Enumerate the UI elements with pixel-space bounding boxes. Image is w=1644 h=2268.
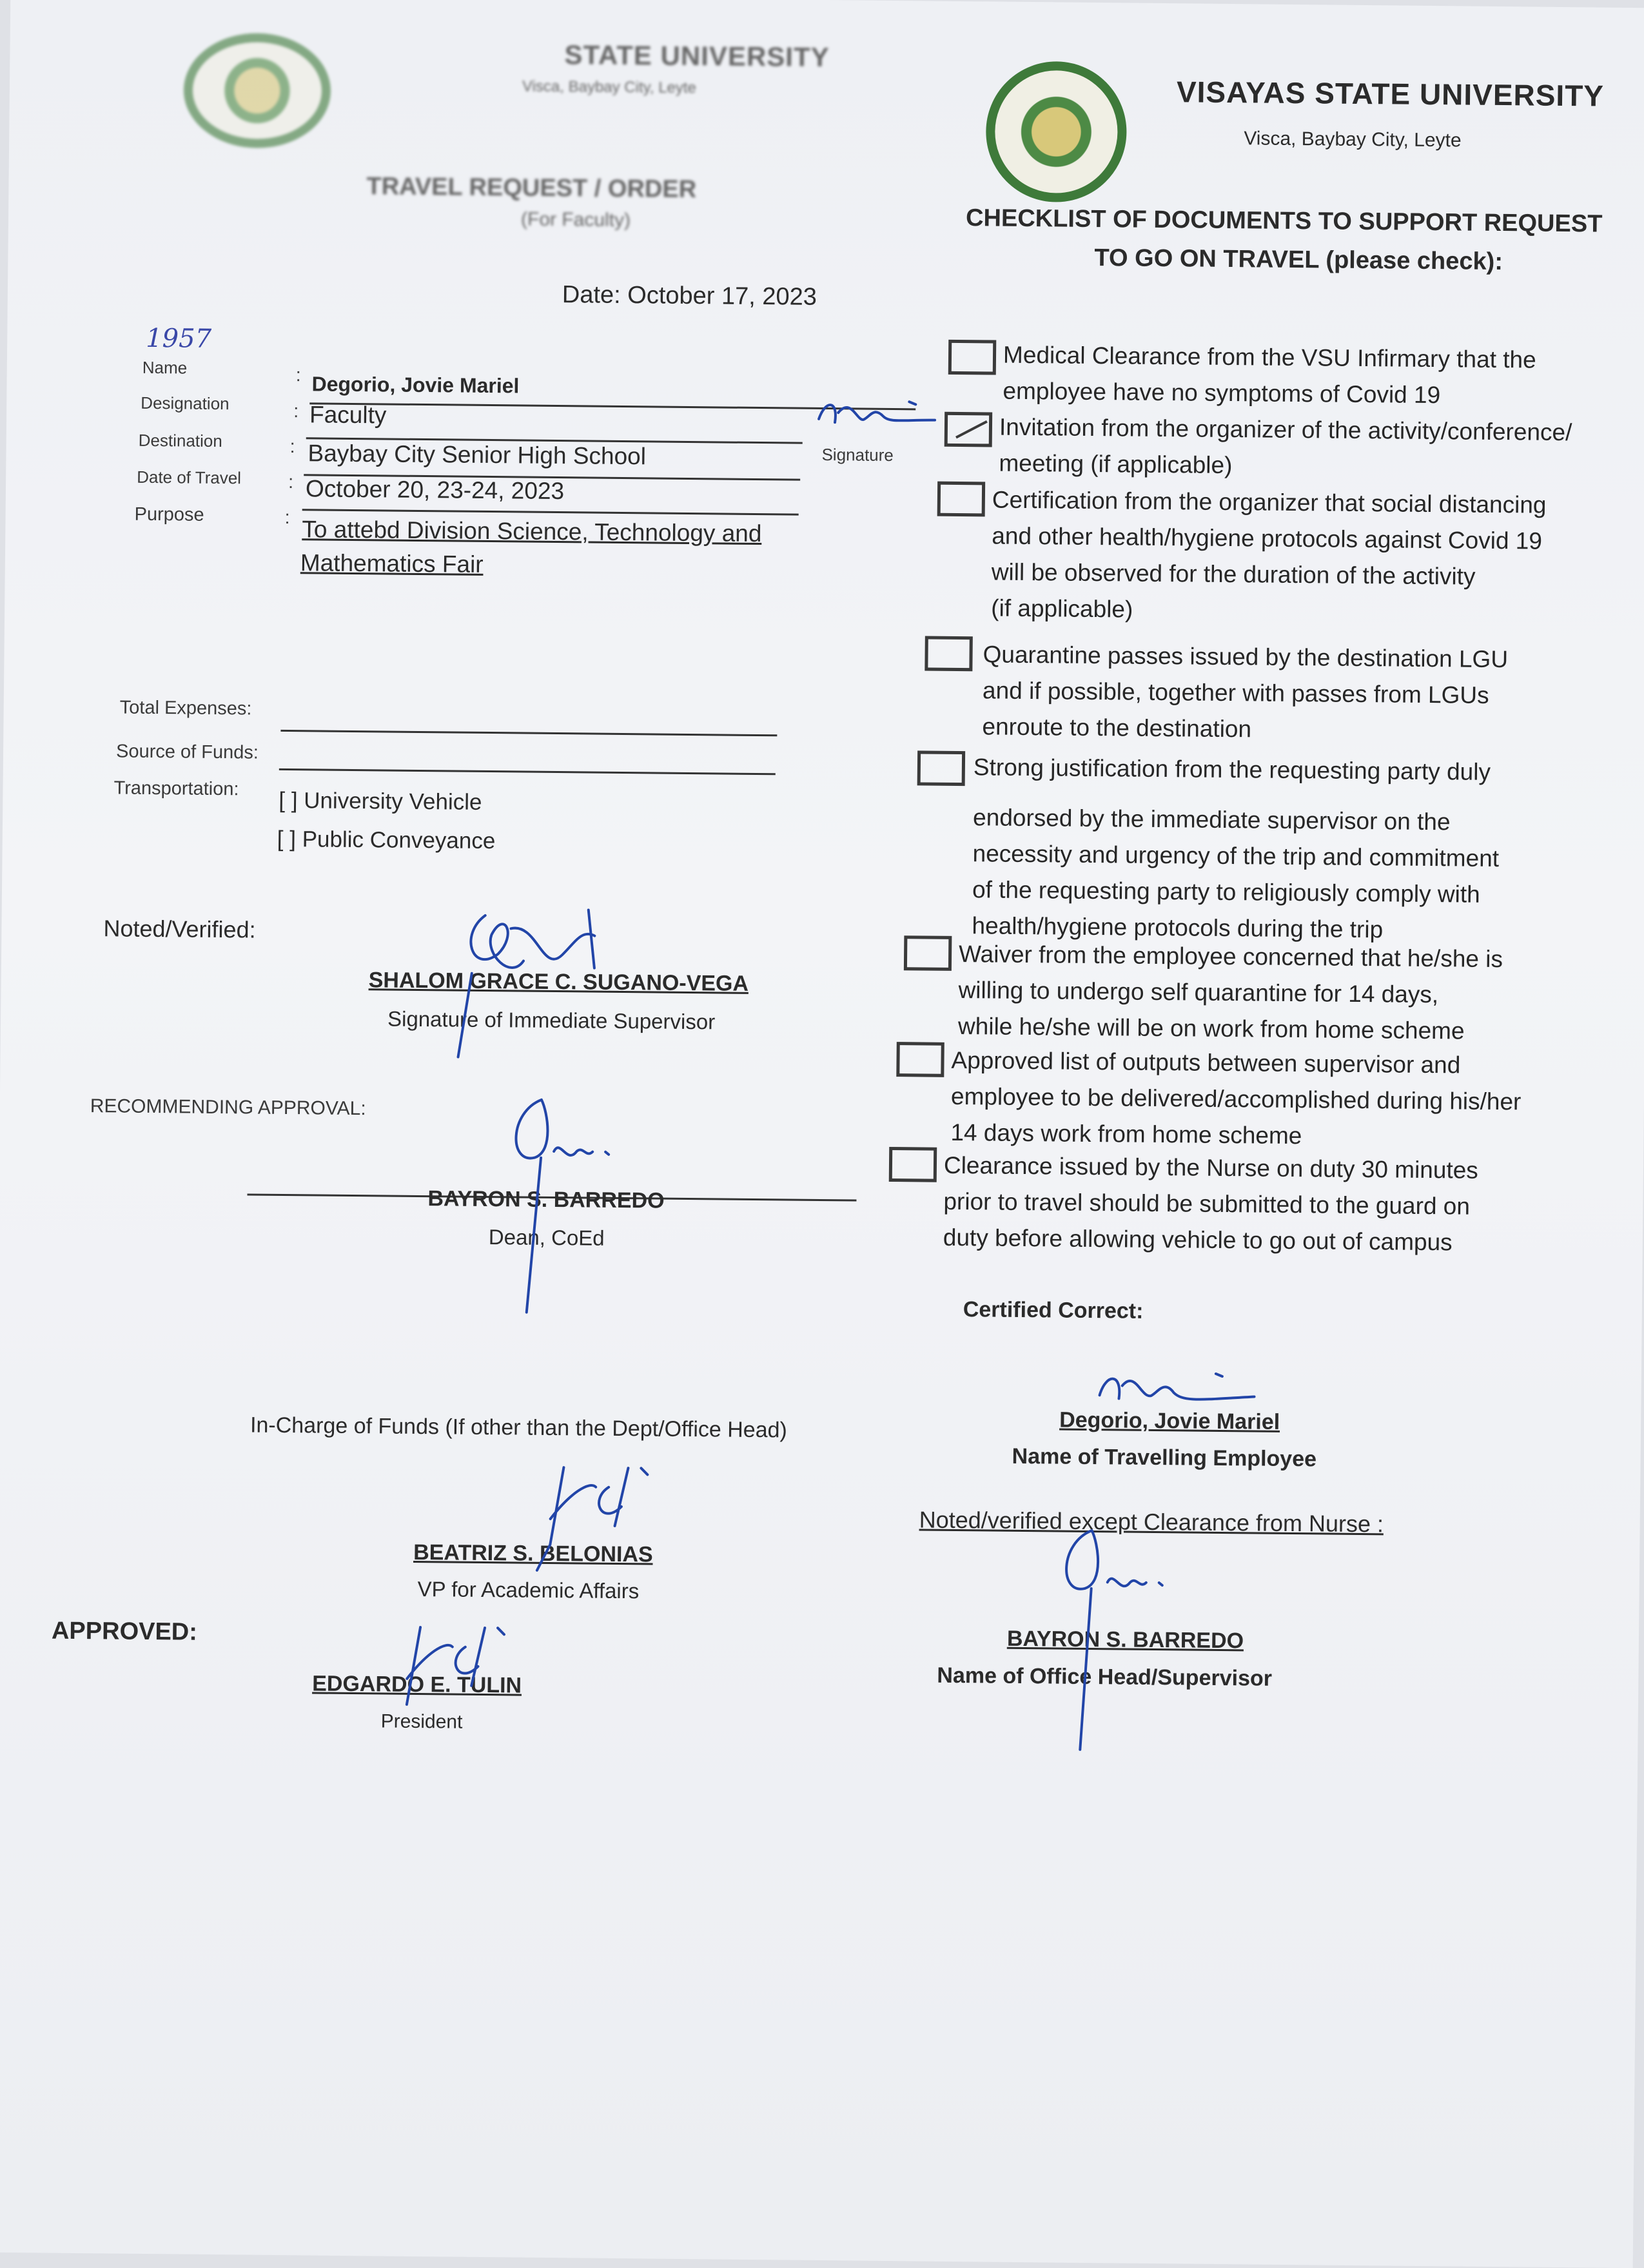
in-charge-label: In-Charge of Funds (If other than the Dept/Office Head) <box>250 1413 788 1443</box>
total-expenses-label: Total Expenses: <box>119 697 252 719</box>
president-title: President <box>380 1710 463 1733</box>
checklist-checkbox-1[interactable] <box>948 340 997 375</box>
university-seal-right <box>985 61 1127 202</box>
source-of-funds-line <box>279 768 776 775</box>
checklist-checkbox-8[interactable] <box>889 1147 937 1182</box>
certified-correct-label: Certified Correct: <box>963 1297 1144 1324</box>
checklist-item-8: Clearance issued by the Nurse on duty 30 minutes prior to travel should be submitted to the guard on duty before allowing vehicle to go out of campus <box>943 1151 1478 1256</box>
transport-university-vehicle: [ ] University Vehicle <box>279 787 482 815</box>
employee-signature-top <box>812 393 942 440</box>
checklist-item-4: Quarantine passes issued by the destination LGU and if possible, together with passes from LGUs enroute to the destination <box>982 641 1509 743</box>
date-of-travel-label: Date of Travel <box>137 467 242 488</box>
checklist-item-6: Waiver from the employee concerned that he/she is willing to undergo self quarantine for 14 days, while he/she will be on work from home scheme <box>957 941 1503 1044</box>
checklist-item-5: Strong justification from the requesting party duly endorsed by the immediate supervisor on the necessity and urgency of the trip and commitment of the requesting party to religiously comply with health/hygiene protocols during the trip <box>972 754 1500 943</box>
purpose-colon: : <box>284 507 290 529</box>
office-head-title: Name of Office Head/Supervisor <box>937 1663 1273 1691</box>
name-value: Degorio, Jovie Mariel <box>311 372 520 398</box>
source-of-funds-label: Source of Funds: <box>115 741 259 763</box>
left-address: Visca, Baybay City, Leyte <box>522 77 697 97</box>
form-subtitle: (For Faculty) <box>520 208 631 231</box>
office-head-signature <box>1051 1517 1182 1757</box>
checklist-checkbox-7[interactable] <box>896 1042 944 1077</box>
approved-label: APPROVED: <box>51 1617 198 1646</box>
transportation-label: Transportation: <box>113 777 239 800</box>
name-colon: : <box>295 365 301 386</box>
checklist-title-line-2: TO GO ON TRAVEL (please check): <box>1094 244 1503 276</box>
date-of-travel-colon: : <box>288 472 294 493</box>
employee-name: Degorio, Jovie Mariel <box>1059 1407 1280 1434</box>
designation-colon: : <box>293 401 299 422</box>
employee-title: Name of Travelling Employee <box>1012 1443 1317 1472</box>
destination-value: Baybay City Senior High School <box>308 440 647 470</box>
employee-signature-bottom <box>1093 1366 1261 1419</box>
transport-public-conveyance: [ ] Public Conveyance <box>277 826 496 854</box>
recommending-approval-label: RECOMMENDING APPROVAL: <box>90 1095 366 1120</box>
destination-colon: : <box>289 436 295 458</box>
designation-value: Faculty <box>309 401 387 429</box>
destination-label: Destination <box>138 430 222 451</box>
president-signature <box>381 1601 524 1731</box>
designation-label: Designation <box>141 393 230 414</box>
vp-signature <box>524 1442 667 1572</box>
university-name: VISAYAS STATE UNIVERSITY <box>1176 75 1605 113</box>
checklist-checkbox-5[interactable] <box>917 750 966 786</box>
purpose-label: Purpose <box>134 503 204 525</box>
checklist-checkbox-3[interactable] <box>937 482 986 517</box>
university-seal-left <box>183 32 331 148</box>
president-name: EDGARDO E. TULIN <box>312 1671 522 1698</box>
vp-title: VP for Academic Affairs <box>417 1577 640 1603</box>
checklist-item-7: Approved list of outputs between supervisor and employee to be delivered/accomplished during his/her 14 days work from home scheme <box>950 1046 1522 1149</box>
supervisor-signature <box>432 895 614 1065</box>
name-label: Name <box>142 357 188 378</box>
checklist-checkbox-2[interactable] <box>944 412 993 447</box>
request-date: Date: October 17, 2023 <box>562 281 817 311</box>
checklist-checkbox-4[interactable] <box>925 636 973 672</box>
total-expenses-line <box>280 730 777 736</box>
purpose-line-2: Mathematics Fair <box>300 549 484 578</box>
checklist-item-2: Invitation from the organizer of the activity/conference/ meeting (if applicable) <box>999 413 1572 479</box>
supervisor-title: Signature of Immediate Supervisor <box>387 1006 716 1034</box>
purpose-line-1: To attebd Division Science, Technology and <box>302 516 762 547</box>
checklist-title-line-1: CHECKLIST OF DOCUMENTS TO SUPPORT REQUEST <box>965 204 1603 238</box>
dean-signature <box>494 1086 625 1320</box>
dean-title: Dean, CoEd <box>488 1225 605 1250</box>
handwritten-note: 1957 <box>146 323 212 354</box>
noted-verified-label: Noted/Verified: <box>103 915 256 943</box>
supervisor-name: SHALOM GRACE C. SUGANO-VEGA <box>368 968 749 996</box>
checklist-item-3: Certification from the organizer that social distancing and other health/hygiene protocols against Covid 19 will be observed for the duration of the activity (if applicable) <box>991 486 1547 623</box>
form-title: TRAVEL REQUEST / ORDER <box>366 173 697 204</box>
checklist-checkbox-6[interactable] <box>904 935 952 971</box>
date-of-travel-value: October 20, 23-24, 2023 <box>305 475 565 505</box>
checklist-item-1: Medical Clearance from the VSU Infirmary that the employee have no symptoms of Covid 19 <box>1003 341 1536 409</box>
dean-name: BAYRON S. BARREDO <box>427 1186 665 1213</box>
office-head-name: BAYRON S. BARREDO <box>1006 1626 1244 1654</box>
noted-except-label: Noted/verified except Clearance from Nurse : <box>919 1506 1384 1538</box>
signature-label: Signature <box>821 444 894 465</box>
date-of-travel-line <box>302 509 799 515</box>
vp-name: BEATRIZ S. BELONIAS <box>413 1540 653 1567</box>
university-address: Visca, Baybay City, Leyte <box>1244 128 1462 152</box>
left-university-name: STATE UNIVERSITY <box>564 39 830 73</box>
